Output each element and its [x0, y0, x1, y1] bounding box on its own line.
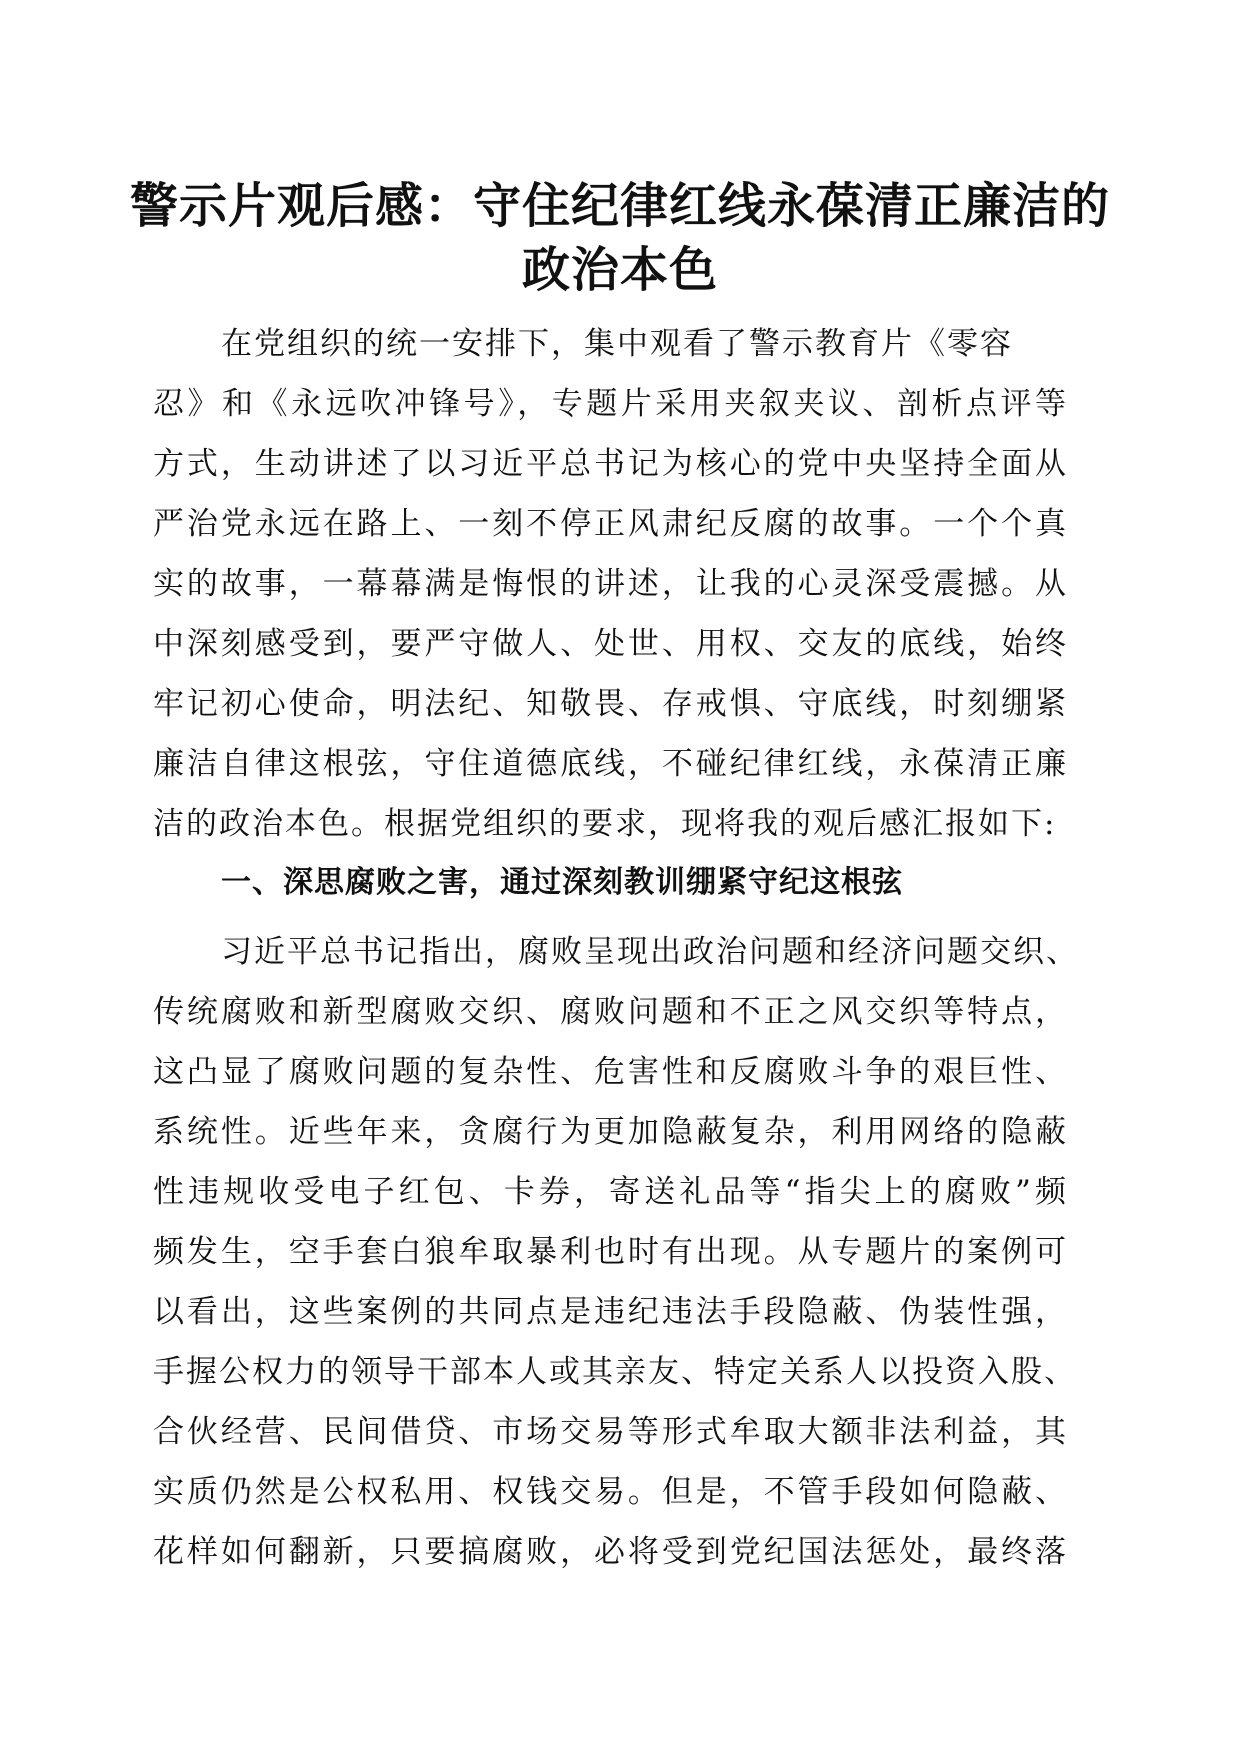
section-1-line-4: 系统性。近些年来，贪腐行为更加隐蔽复杂，利用网络的隐蔽	[153, 1114, 1068, 1150]
section-1-line-5: 性违规收受电子红包、卡券，寄送礼品等“指尖上的腐败”频	[153, 1174, 1068, 1210]
document-title-line-1: 警示片观后感：守住纪律红线永葆清正廉洁的	[129, 178, 1110, 234]
intro-line-1: 在党组织的统一安排下，集中观看了警示教育片《零容	[221, 326, 1013, 362]
section-1-line-9: 合伙经营、民间借贷、市场交易等形式牟取大额非法利益，其	[153, 1414, 1068, 1450]
section-1-line-6: 频发生，空手套白狼牟取暴利也时有出现。从专题片的案例可	[153, 1234, 1068, 1270]
intro-line-7: 牢记初心使命，明法纪、知敬畏、存戒惧、守底线，时刻绷紧	[153, 686, 1068, 722]
intro-line-6: 中深刻感受到，要严守做人、处世、用权、交友的底线，始终	[153, 626, 1068, 662]
section-1-line-11: 花样如何翻新，只要搞腐败，必将受到党纪国法惩处，最终落	[153, 1534, 1068, 1570]
section-1-line-2: 传统腐败和新型腐败交织、腐败问题和不正之风交织等特点，	[153, 994, 1068, 1030]
section-1-heading: 一、深思腐败之害，通过深刻教训绷紧守纪这根弦	[221, 865, 903, 900]
section-1-line-10: 实质仍然是公权私用、权钱交易。但是，不管手段如何隐蔽、	[153, 1474, 1068, 1510]
section-1-line-7: 以看出，这些案例的共同点是违纪违法手段隐蔽、伪装性强，	[153, 1294, 1068, 1330]
section-1-line-8: 手握公权力的领导干部本人或其亲友、特定关系人以投资入股、	[153, 1354, 1077, 1390]
intro-line-3: 方式，生动讲述了以习近平总书记为核心的党中央坚持全面从	[153, 446, 1068, 482]
intro-line-8: 廉洁自律这根弦，守住道德底线，不碰纪律红线，永葆清正廉	[153, 746, 1068, 782]
section-1-line-1: 习近平总书记指出，腐败呈现出政治问题和经济问题交织、	[221, 934, 1079, 970]
intro-line-2: 忍》和《永远吹冲锋号》，专题片采用夹叙夹议、剖析点评等	[153, 386, 1068, 422]
intro-line-5: 实的故事，一幕幕满是悔恨的讲述，让我的心灵深受震撼。从	[153, 566, 1068, 602]
section-1-line-3: 这凸显了腐败问题的复杂性、危害性和反腐败斗争的艰巨性、	[153, 1054, 1068, 1090]
intro-line-9: 洁的政治本色。根据党组织的要求，现将我的观后感汇报如下:	[153, 806, 1057, 842]
intro-line-4: 严治党永远在路上、一刻不停正风肃纪反腐的故事。一个个真	[153, 506, 1068, 542]
document-title-line-2: 政治本色	[521, 242, 718, 298]
